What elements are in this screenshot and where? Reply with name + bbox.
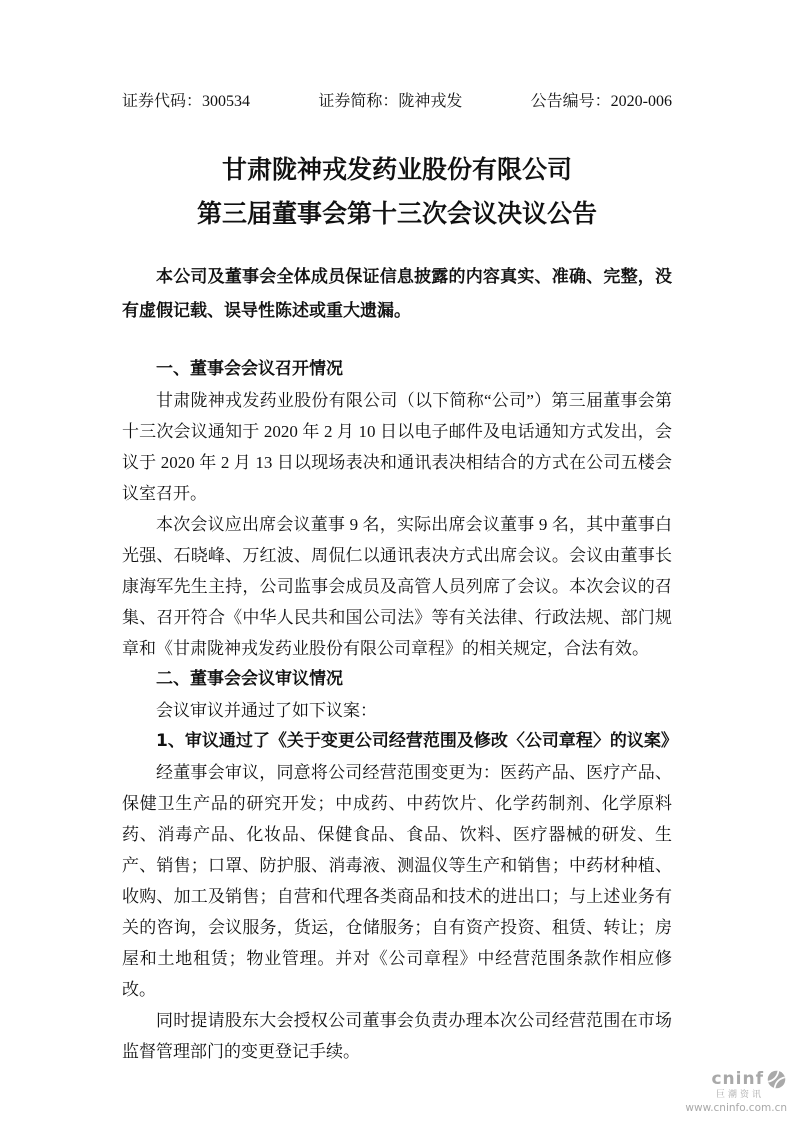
cninfo-brand-text: cninf [711, 1069, 764, 1089]
stock-code: 证券代码：300534 [122, 93, 251, 110]
doc-title-line1: 甘肃陇神戎发药业股份有限公司 [221, 155, 572, 184]
section-heading-deliberation: 二、董事会会议审议情况 [156, 669, 343, 689]
swirl-globe-icon [766, 1069, 787, 1090]
paragraph-authorization: 同时提请股东大会授权公司董事会负责办理本次公司经营范围在市场监督管理部门的变更登记手续。 [122, 1011, 672, 1061]
announcement-number: 公告编号：2020-006 [530, 93, 672, 110]
cninfo-url-text: www.cninfo.com.cn [685, 1102, 787, 1114]
section-heading-convening: 一、董事会会议召开情况 [156, 359, 343, 379]
cninfo-chinese-name: 巨潮资讯 [715, 1090, 764, 1100]
paragraph-proposals-intro: 会议审议并通过了如下议案： [156, 701, 377, 720]
paragraph-attendance: 本次会议应出席会议董事 9 名，实际出席会议董事 9 名，其中董事白光强、石晓峰、万红波、周侃仁以通讯表决方式出席会议。会议由董事长康海军先生主持，公司监事会成员及高管人员列席了会议。本次会议的召集、召开符合《中华人民共和国公司法》等有关法律、行政法规、部门规章和《甘肃陇神戎发药业股份有限公司章程》的相关规定，合法有效。 [122, 515, 672, 658]
document-header-row [122, 92, 672, 112]
paragraph-business-scope: 经董事会审议，同意将公司经营范围变更为：医药产品、医疗产品、保健卫生产品的研究开发；中成药、中药饮片、化学药制剂、化学原料药、消毒产品、化妆品、保健食品、食品、饮料、医疗器械的研发、生产、销售；口罩、防护服、消毒液、测温仪等生产和销售；中药材种植、收购、加工及销售；自营和代理各类商品和技术的进出口；与上述业务有关的咨询，会议服务，货运，仓储服务；自有资产投资、租赁、转让；房屋和土地租赁；物业管理。并对《公司章程》中经营范围条款作相应修改。 [122, 763, 672, 999]
document-title [122, 148, 672, 236]
proposal-1-heading: 1、审议通过了《关于变更公司经营范围及修改〈公司章程〉的议案》 [156, 731, 678, 751]
cninfo-logo-top [685, 1069, 787, 1090]
stock-short-name: 证券简称：陇神戎发 [318, 93, 463, 110]
disclaimer-statement: 本公司及董事会全体成员保证信息披露的内容真实、准确、完整，没有虚假记载、误导性陈述或重大遗漏。 [122, 267, 672, 321]
paragraph-meeting-notice: 甘肃陇神戎发药业股份有限公司（以下简称“公司”）第三届董事会第十三次会议通知于 2020 年 2 月 10 日以电子邮件及电话通知方式发出，会议于 2020 年 2 月 13 日以现场表决和通讯表决相结合的方式在公司五楼会议室召开。 [122, 391, 672, 503]
cninfo-logo [685, 1069, 787, 1114]
doc-title-line2: 第三届董事会第十三次会议决议公告 [196, 199, 597, 228]
